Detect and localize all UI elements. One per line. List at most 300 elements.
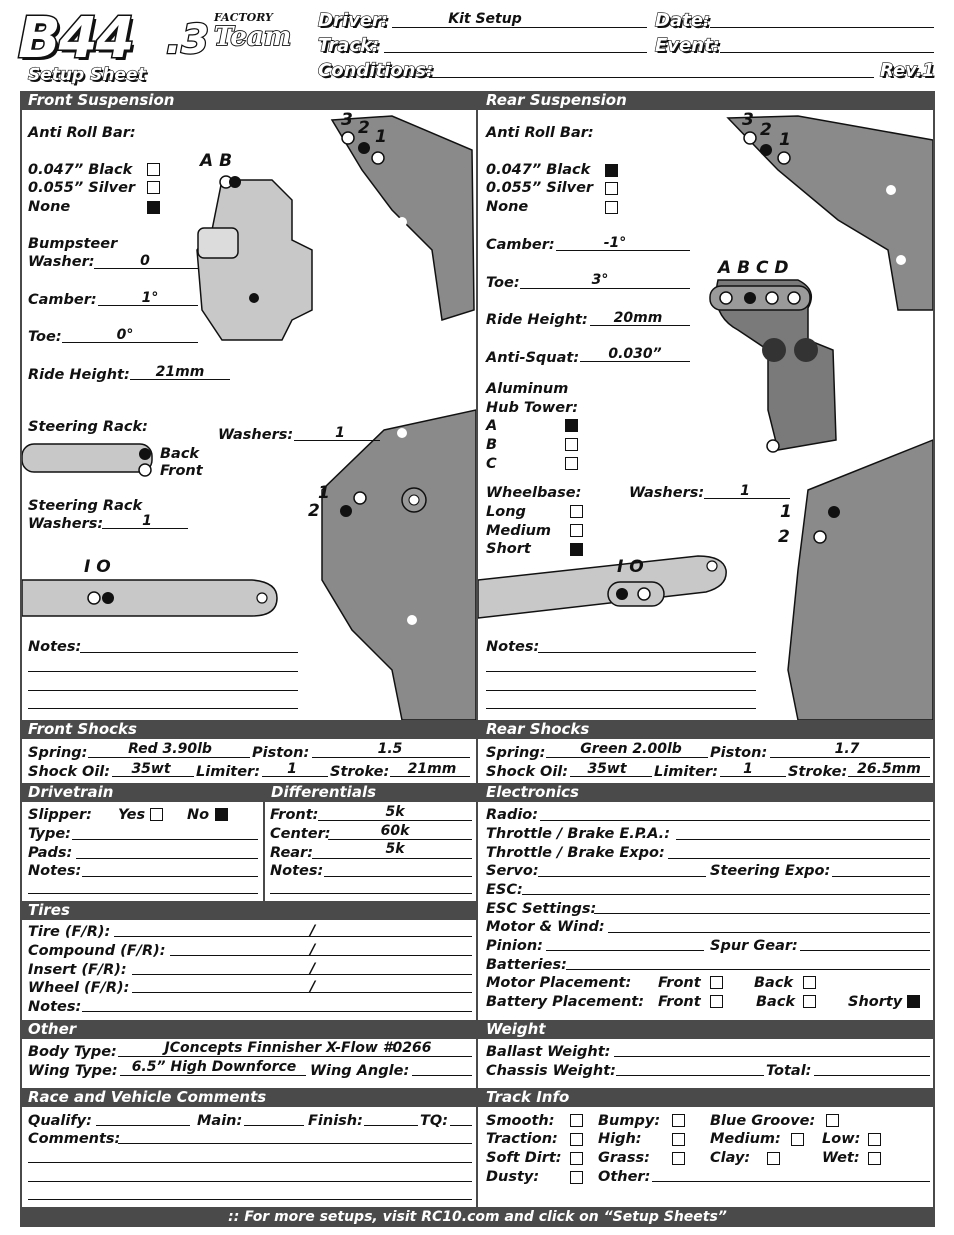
front-rack-front: Front: [160, 463, 203, 479]
rear-hub-bearing-2: [794, 338, 818, 362]
rear-hub-hole-c: [766, 292, 778, 304]
steering-expo-line[interactable]: [832, 876, 930, 877]
rear-hub-opt-b: B: [486, 437, 498, 453]
high-check[interactable]: [672, 1133, 685, 1146]
track-label: Track:: [318, 35, 380, 56]
rear-wheelbase-label: Wheelbase:: [486, 485, 582, 501]
front-shocks-bar: Front Shocks: [20, 720, 477, 739]
track-info-bar: Track Info: [478, 1088, 935, 1107]
drive-notes-line-1[interactable]: [82, 876, 258, 877]
low-label: Low:: [822, 1131, 861, 1147]
front-spring-label: Spring:: [28, 745, 88, 761]
front-steering-rack: [22, 444, 152, 472]
front-spindle: [197, 180, 312, 340]
rear-anti-squat-label: Anti-Squat:: [486, 350, 580, 366]
front-tower-hole-2: [358, 142, 370, 154]
expo-label: Throttle / Brake Expo:: [486, 845, 665, 861]
rear-arb-check-silver[interactable]: [605, 182, 618, 195]
rear-oil-label: Shock Oil:: [486, 764, 569, 780]
front-tower-hole: [397, 217, 407, 227]
revision: Rev.1: [880, 60, 935, 81]
rear-hub-hole-a: [720, 292, 732, 304]
rear-limiter-label: Limiter:: [654, 764, 719, 780]
event-label: Event:: [655, 35, 720, 56]
spur-line[interactable]: [800, 950, 930, 951]
rear-hub-check-b[interactable]: [565, 438, 578, 451]
battery-front-check[interactable]: [710, 995, 723, 1008]
rear-suspension-bar: Rear Suspension: [478, 91, 935, 110]
tq-label: TQ:: [420, 1113, 449, 1129]
logo-sub: .3: [166, 17, 210, 63]
diff-rear-value: 5k: [385, 841, 405, 857]
front-rack-back: Back: [160, 446, 200, 462]
front-link-end-hole: [257, 593, 267, 603]
rear-shocks-bar: Rear Shocks: [478, 720, 935, 739]
front-mount-1: 1: [318, 483, 330, 503]
wing-type-value: 6.5” High Downforce: [131, 1059, 297, 1075]
logo: [18, 8, 310, 88]
soft-dirt-label: Soft Dirt:: [486, 1150, 562, 1166]
event-line[interactable]: [720, 52, 934, 53]
compound-line[interactable]: [170, 955, 472, 956]
rear-spring-label: Spring:: [486, 745, 546, 761]
rear-hub-opt-c: C: [486, 456, 497, 472]
smooth-label: Smooth:: [486, 1113, 555, 1129]
front-mount-hole-1: [354, 492, 366, 504]
front-chassis-boss-core: [409, 495, 419, 505]
rear-hub-hole-b: [744, 292, 756, 304]
medium-check[interactable]: [791, 1133, 804, 1146]
rack-hole-back: [139, 448, 151, 460]
front-ab-label: A B: [200, 151, 233, 171]
rear-arb-opt-2: None: [486, 199, 529, 215]
diff-notes-line-1[interactable]: [324, 876, 472, 877]
front-spindle-arm: [198, 228, 238, 258]
logo-factory: FACTORY: [214, 11, 273, 24]
track-line[interactable]: [384, 52, 647, 53]
wing-type-label: Wing Type:: [28, 1063, 118, 1079]
diff-front-line[interactable]: [318, 820, 472, 821]
rear-washers-value: 1: [740, 483, 750, 499]
weight-bar: Weight: [478, 1020, 935, 1039]
wheel-slash: /: [310, 979, 316, 995]
front-arb-opt-2: None: [28, 199, 71, 215]
front-washers-value: 1: [335, 425, 345, 441]
drive-pads-line[interactable]: [76, 858, 258, 859]
front-arb-label: Anti Roll Bar:: [28, 125, 136, 141]
insert-line[interactable]: [132, 974, 472, 975]
slipper-label: Slipper:: [28, 807, 92, 823]
rear-hub-check-a[interactable]: [565, 419, 578, 432]
blue-groove-label: Blue Groove:: [710, 1113, 816, 1129]
rear-anti-squat-value: 0.030”: [608, 346, 662, 362]
pinion-line[interactable]: [546, 950, 704, 951]
rear-pos-3: 3: [742, 110, 754, 130]
comments-line-2[interactable]: [28, 1162, 472, 1163]
drive-notes-label: Notes:: [28, 863, 82, 879]
traction-label: Traction:: [486, 1131, 558, 1147]
front-io-label: I O: [84, 557, 111, 577]
rear-hub-check-c[interactable]: [565, 457, 578, 470]
blue-groove-check[interactable]: [826, 1114, 839, 1127]
tire-slash: /: [310, 923, 316, 939]
insert-label: Insert (F/R):: [28, 962, 127, 978]
rear-mount-hole-1: [828, 506, 840, 518]
front-bumpsteer-value: 0: [140, 253, 150, 269]
grass-check[interactable]: [672, 1152, 685, 1165]
expo-line[interactable]: [668, 858, 930, 859]
body-type-line[interactable]: [118, 1056, 472, 1057]
rear-chassis-plate: [788, 440, 933, 720]
front-rack-washers-label-1: Steering Rack: [28, 498, 143, 514]
front-piston-value: 1.5: [377, 741, 403, 757]
front-camber-value: 1°: [141, 290, 159, 306]
low-check[interactable]: [868, 1133, 881, 1146]
battery-back-check[interactable]: [803, 995, 816, 1008]
other-track-label: Other:: [598, 1169, 651, 1185]
front-washers-label: Washers:: [218, 427, 294, 443]
rear-ride-height-label: Ride Height:: [486, 312, 588, 328]
rear-wheelbase-check-short[interactable]: [570, 543, 583, 556]
wet-check[interactable]: [868, 1152, 881, 1165]
front-tower-hole-3: [342, 132, 354, 144]
comments-line-4[interactable]: [28, 1199, 472, 1200]
rear-hub-hole-d: [788, 292, 800, 304]
body-type-label: Body Type:: [28, 1044, 117, 1060]
smooth-check[interactable]: [570, 1114, 583, 1127]
rear-arb-opt-1: 0.055” Silver: [486, 180, 594, 196]
rear-wheelbase-long: Long: [486, 504, 526, 520]
front-notes-line-3[interactable]: [28, 690, 298, 691]
front-oil-value: 35wt: [131, 761, 171, 777]
front-arb-opt-1: 0.055” Silver: [28, 180, 136, 196]
epa-line[interactable]: [676, 839, 930, 840]
ballast-line[interactable]: [614, 1056, 930, 1057]
tire-line[interactable]: [114, 936, 472, 937]
front-notes-line-4[interactable]: [28, 708, 298, 709]
rear-tower-hole-2: [760, 144, 772, 156]
dusty-check[interactable]: [570, 1171, 583, 1184]
compound-label: Compound (F/R):: [28, 943, 166, 959]
servo-line[interactable]: [538, 876, 706, 877]
front-camber-link: [22, 580, 277, 616]
front-chassis-art: [22, 110, 476, 720]
steering-expo-label: Steering Expo:: [710, 863, 831, 879]
motor-back-check[interactable]: [803, 976, 816, 989]
radio-line[interactable]: [540, 820, 930, 821]
total-line[interactable]: [814, 1075, 930, 1076]
bumpy-label: Bumpy:: [598, 1113, 661, 1129]
bumpy-check[interactable]: [672, 1114, 685, 1127]
rear-hub-opt-a: A: [486, 418, 498, 434]
front-notes-line-2[interactable]: [28, 671, 298, 672]
rear-oil-value: 35wt: [587, 761, 627, 777]
rear-stroke-value: 26.5mm: [857, 761, 921, 777]
front-pos-1: 1: [375, 127, 387, 147]
wet-label: Wet:: [822, 1150, 860, 1166]
tire-notes-line[interactable]: [82, 1011, 472, 1012]
conditions-line[interactable]: [432, 77, 874, 78]
date-line[interactable]: [710, 27, 934, 28]
front-rack-washers-label-2: Washers:: [28, 516, 104, 532]
slipper-no-label: No: [187, 807, 210, 823]
rear-tower-hole-a: [886, 185, 896, 195]
diff-notes-label: Notes:: [270, 863, 324, 879]
front-suspension-bar: Front Suspension: [20, 91, 477, 110]
rear-arb-label: Anti Roll Bar:: [486, 125, 594, 141]
battery-shorty-label: Shorty: [848, 994, 903, 1010]
drive-type-label: Type:: [28, 826, 71, 842]
clay-label: Clay:: [710, 1150, 751, 1166]
comments-label: Comments:: [28, 1131, 121, 1147]
front-ride-height-value: 21mm: [155, 364, 205, 380]
other-track-line[interactable]: [652, 1181, 930, 1182]
front-rack-washers-value: 1: [142, 513, 152, 529]
rear-piston-value: 1.7: [834, 741, 860, 757]
driver-label: Driver:: [318, 10, 389, 31]
diff-center-line[interactable]: [328, 839, 472, 840]
comments-line-1[interactable]: [118, 1143, 472, 1144]
logo-model: B44: [18, 6, 133, 71]
rear-abcd-label: A B C D: [718, 258, 789, 278]
front-mount-2: 2: [308, 501, 320, 521]
esc-line[interactable]: [522, 894, 930, 895]
drive-pads-label: Pads:: [28, 845, 73, 861]
motor-line[interactable]: [608, 932, 930, 933]
rear-notes-line-4[interactable]: [486, 708, 756, 709]
esc-label: ESC:: [486, 882, 523, 898]
front-ride-height-label: Ride Height:: [28, 367, 130, 383]
rear-mount-hole-2: [814, 531, 826, 543]
clay-check[interactable]: [767, 1152, 780, 1165]
driver-value: Kit Setup: [448, 11, 522, 27]
front-arb-check-silver[interactable]: [147, 181, 160, 194]
race-bar: Race and Vehicle Comments: [20, 1088, 477, 1107]
rear-spring-value: Green 2.00lb: [580, 741, 682, 757]
drivetrain-bar: Drivetrain: [20, 783, 264, 802]
tq-line[interactable]: [450, 1125, 472, 1126]
rear-piston-line[interactable]: [770, 757, 930, 758]
wing-type-line[interactable]: [120, 1075, 306, 1076]
traction-check[interactable]: [570, 1133, 583, 1146]
ballast-label: Ballast Weight:: [486, 1044, 611, 1060]
compound-slash: /: [310, 942, 316, 958]
finish-line[interactable]: [364, 1125, 418, 1126]
motor-back-label: Back: [754, 975, 794, 991]
slipper-yes-label: Yes: [118, 807, 146, 823]
logo-team: Team: [214, 22, 292, 52]
front-steering-rack-label: Steering Rack:: [28, 419, 148, 435]
motor-label: Motor & Wind:: [486, 919, 605, 935]
main-line[interactable]: [244, 1125, 304, 1126]
rear-camber-value: -1°: [603, 235, 627, 251]
logo-caption: Setup Sheet: [28, 65, 146, 85]
front-spindle-hole-b: [229, 176, 241, 188]
front-link-hole-o: [102, 592, 114, 604]
front-chassis-hole-low: [407, 615, 417, 625]
date-label: Date:: [655, 10, 711, 31]
rear-pos-2: 2: [760, 120, 772, 140]
conditions-label: Conditions:: [318, 60, 434, 81]
front-spring-line[interactable]: [88, 757, 250, 758]
main-label: Main:: [197, 1113, 243, 1129]
diff-front-label: Front:: [270, 807, 319, 823]
front-notes-label: Notes:: [28, 639, 82, 655]
rear-spring-line[interactable]: [546, 757, 708, 758]
rear-link-hole-i: [616, 588, 628, 600]
pinion-label: Pinion:: [486, 938, 543, 954]
wheel-label: Wheel (F/R):: [28, 980, 130, 996]
body-type-value: JConcepts Finnisher X-Flow #0266: [164, 1040, 432, 1056]
rear-stroke-label: Stroke:: [788, 764, 848, 780]
high-label: High:: [598, 1131, 642, 1147]
rear-wheelbase-check-long[interactable]: [570, 505, 583, 518]
rear-piston-label: Piston:: [710, 745, 768, 761]
grass-label: Grass:: [598, 1150, 650, 1166]
wing-angle-label: Wing Angle:: [310, 1063, 410, 1079]
front-toe-label: Toe:: [28, 329, 62, 345]
rear-ride-height-value: 20mm: [613, 310, 663, 326]
diff-notes-line-2[interactable]: [270, 893, 472, 894]
motor-placement-label: Motor Placement:: [486, 975, 632, 991]
motor-front-label: Front: [658, 975, 701, 991]
rear-io-label: I O: [617, 557, 644, 577]
rack-hole-front: [139, 464, 151, 476]
front-mount-hole-2: [340, 505, 352, 517]
drive-notes-line-2[interactable]: [28, 893, 258, 894]
medium-label: Medium:: [710, 1131, 781, 1147]
rear-hub-low-hole: [767, 440, 779, 452]
finish-label: Finish:: [308, 1113, 363, 1129]
front-tower-hole-1: [372, 152, 384, 164]
esc-settings-label: ESC Settings:: [486, 901, 597, 917]
radio-label: Radio:: [486, 807, 539, 823]
rear-washers-label: Washers:: [629, 485, 705, 501]
rear-mount-2: 2: [778, 527, 790, 547]
differentials-bar: Differentials: [263, 783, 477, 802]
rear-notes-line-1[interactable]: [538, 652, 756, 653]
chassis-weight-line[interactable]: [616, 1075, 764, 1076]
front-chassis-hole: [397, 428, 407, 438]
rear-camber-label: Camber:: [486, 237, 555, 253]
rear-arb-check-black[interactable]: [605, 164, 618, 177]
drive-type-line[interactable]: [72, 839, 258, 840]
electronics-bar: Electronics: [478, 783, 935, 802]
total-label: Total:: [766, 1063, 812, 1079]
front-toe-value: 0°: [116, 327, 134, 343]
front-spindle-pin: [249, 293, 259, 303]
wheel-line[interactable]: [132, 992, 472, 993]
rear-arb-check-none[interactable]: [605, 201, 618, 214]
tire-label: Tire (F/R):: [28, 924, 111, 940]
chassis-weight-label: Chassis Weight:: [486, 1063, 616, 1079]
rear-limiter-value: 1: [743, 761, 753, 777]
servo-label: Servo:: [486, 863, 539, 879]
diff-rear-line[interactable]: [312, 858, 472, 859]
battery-back-label: Back: [756, 994, 796, 1010]
rear-toe-line[interactable]: [520, 288, 690, 289]
batteries-line[interactable]: [566, 969, 930, 970]
rear-notes-line-2[interactable]: [486, 671, 756, 672]
rear-link-hole-o: [638, 588, 650, 600]
rear-pos-1: 1: [779, 130, 791, 150]
battery-placement-label: Battery Placement:: [486, 994, 644, 1010]
rear-notes-label: Notes:: [486, 639, 540, 655]
epa-label: Throttle / Brake E.P.A.:: [486, 826, 670, 842]
qualify-label: Qualify:: [28, 1113, 92, 1129]
front-arb-check-black[interactable]: [147, 163, 160, 176]
spur-label: Spur Gear:: [710, 938, 798, 954]
front-piston-line[interactable]: [312, 757, 470, 758]
tires-bar: Tires: [20, 901, 477, 920]
front-arb-opt-0: 0.047” Black: [28, 162, 133, 178]
diff-front-value: 5k: [385, 804, 405, 820]
front-chassis-plate: [322, 410, 476, 720]
rear-mount-1: 1: [780, 502, 792, 522]
rear-hub-label-2: Hub Tower:: [486, 400, 579, 416]
front-bumpsteer-label: Bumpsteer: [28, 236, 118, 252]
slipper-yes-check[interactable]: [150, 808, 163, 821]
other-bar: Other: [20, 1020, 477, 1039]
insert-slash: /: [310, 961, 316, 977]
rear-link-end-hole: [707, 561, 717, 571]
rear-hub-label-1: Aluminum: [486, 381, 569, 397]
rear-wheelbase-medium: Medium: [486, 523, 552, 539]
front-oil-label: Shock Oil:: [28, 764, 111, 780]
footer-bar: [20, 1207, 935, 1227]
footer-text: :: For more setups, visit RC10.com and click on “Setup Sheets”: [228, 1209, 727, 1225]
diff-center-label: Center:: [270, 826, 331, 842]
dusty-label: Dusty:: [486, 1169, 540, 1185]
front-stroke-value: 21mm: [407, 761, 457, 777]
rear-tower-hole-1: [778, 152, 790, 164]
esc-settings-line[interactable]: [594, 913, 930, 914]
soft-dirt-check[interactable]: [570, 1152, 583, 1165]
rear-tower-hole-3: [744, 132, 756, 144]
driver-line[interactable]: [392, 27, 647, 28]
wing-angle-line[interactable]: [412, 1075, 472, 1076]
front-limiter-label: Limiter:: [196, 764, 261, 780]
diff-rear-label: Rear:: [270, 845, 314, 861]
front-notes-line-1[interactable]: [80, 652, 298, 653]
rear-toe-label: Toe:: [486, 275, 520, 291]
front-bumpsteer-washer-label: Washer:: [28, 254, 95, 270]
motor-front-check[interactable]: [710, 976, 723, 989]
battery-front-label: Front: [658, 994, 701, 1010]
rear-hub-bearing-1: [762, 338, 786, 362]
battery-shorty-check[interactable]: [907, 995, 920, 1008]
qualify-line[interactable]: [96, 1125, 190, 1126]
tire-notes-label: Notes:: [28, 999, 82, 1015]
front-spring-value: Red 3.90lb: [128, 741, 212, 757]
rear-toe-value: 3°: [591, 272, 609, 288]
rear-notes-line-3[interactable]: [486, 690, 756, 691]
rear-wheelbase-short: Short: [486, 541, 531, 557]
front-arb-check-none[interactable]: [147, 201, 160, 214]
front-link-hole-i: [88, 592, 100, 604]
comments-line-3[interactable]: [28, 1181, 472, 1182]
front-stroke-label: Stroke:: [330, 764, 390, 780]
batteries-label: Batteries:: [486, 957, 567, 973]
front-camber-label: Camber:: [28, 292, 97, 308]
front-limiter-value: 1: [287, 761, 297, 777]
rear-tower-hole-b: [896, 255, 906, 265]
slipper-no-check[interactable]: [215, 808, 228, 821]
rear-wheelbase-check-medium[interactable]: [570, 524, 583, 537]
front-pos-3: 3: [341, 110, 353, 130]
rear-arb-opt-0: 0.047” Black: [486, 162, 591, 178]
drivetrain-divider: [263, 783, 265, 901]
